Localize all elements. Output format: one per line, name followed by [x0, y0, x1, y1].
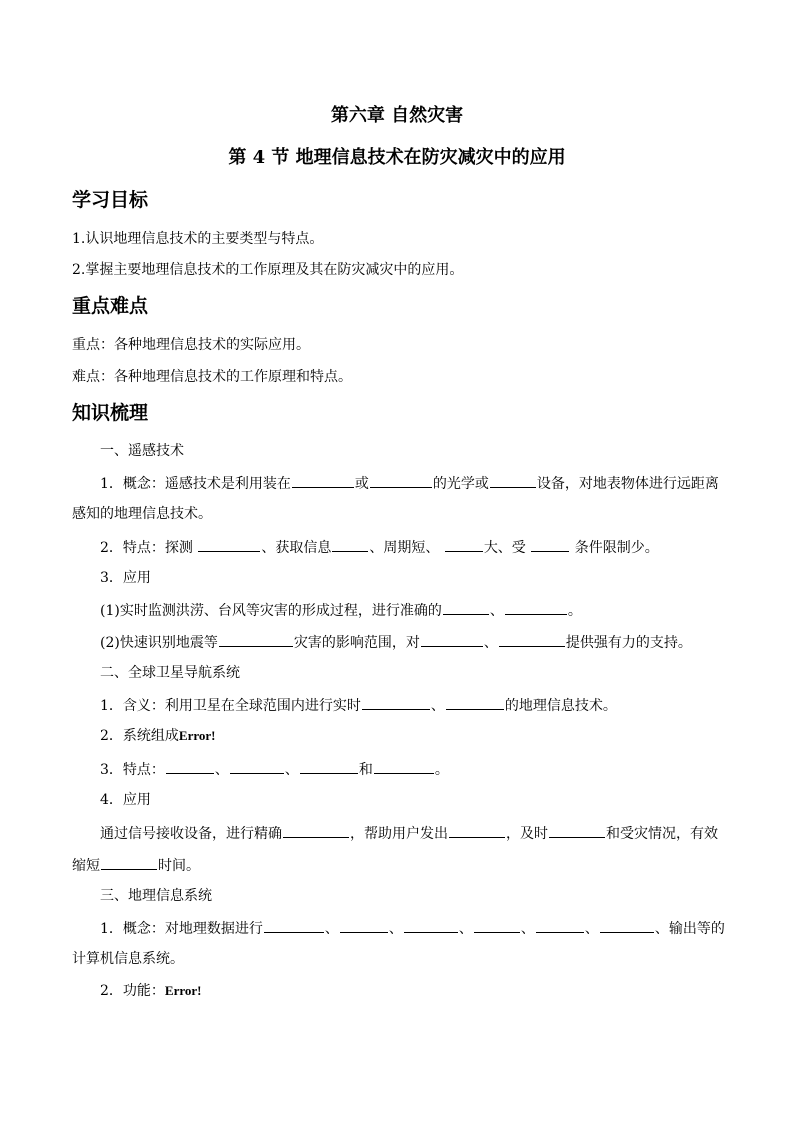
gnss-app-cont: 缩短 时间。 — [72, 854, 200, 876]
focus-line: 重点：各种地理信息技术的实际应用。 — [72, 337, 310, 353]
rs-feature-line: 2．特点：探测 、获取信息 、周期短、 大、受 条件限制少。 — [100, 536, 659, 558]
gis-title: 三、地理信息系统 — [100, 888, 212, 904]
section-title: 第 4 节 地理信息技术在防灾减灾中的应用 — [228, 147, 566, 168]
blank[interactable] — [549, 822, 605, 838]
blank[interactable] — [449, 822, 505, 838]
blank[interactable] — [445, 536, 483, 552]
key-points-heading: 重点难点 — [72, 295, 149, 317]
rs-app2-line: (2)快速识别地震等 灾害的影响范围，对 、 提供强有力的支持。 — [100, 631, 692, 653]
blank[interactable] — [404, 917, 458, 933]
gis-concept-line: 1．概念：对地理数据进行 、 、 、 、 、 、输出等的 — [100, 917, 725, 939]
blank[interactable] — [446, 694, 504, 710]
blank[interactable] — [264, 917, 324, 933]
blank[interactable] — [490, 472, 536, 488]
blank[interactable] — [443, 599, 489, 615]
blank[interactable] — [230, 758, 284, 774]
objectives-heading: 学习目标 — [72, 189, 149, 211]
blank[interactable] — [474, 917, 520, 933]
chapter-title: 第六章 自然灾害 — [330, 105, 464, 126]
error-marker: Error! — [178, 728, 216, 743]
blank[interactable] — [300, 758, 358, 774]
gnss-title: 二、全球卫星导航系统 — [100, 665, 240, 681]
blank[interactable] — [600, 917, 654, 933]
knowledge-heading: 知识梳理 — [72, 402, 149, 424]
blank[interactable] — [219, 631, 293, 647]
blank[interactable] — [421, 631, 483, 647]
blank[interactable] — [362, 694, 430, 710]
error-marker: Error! — [164, 983, 202, 998]
gnss-meaning-line: 1．含义：利用卫星在全球范围内进行实时 、 的地理信息技术。 — [100, 694, 617, 716]
gnss-composition-line: 2．系统组成Error! — [100, 728, 216, 744]
blank[interactable] — [332, 536, 368, 552]
blank[interactable] — [499, 631, 565, 647]
blank[interactable] — [340, 917, 388, 933]
gnss-app-line: 通过信号接收设备，进行精确 ，帮助用户发出 ，及时 和受灾情况，有效 — [100, 822, 718, 844]
objective-item-1: 1.认识地理信息技术的主要类型与特点。 — [72, 231, 324, 247]
blank[interactable] — [536, 917, 584, 933]
rs-concept-cont: 感知的地理信息技术。 — [72, 506, 212, 522]
blank[interactable] — [198, 536, 260, 552]
blank[interactable] — [370, 472, 432, 488]
blank[interactable] — [166, 758, 214, 774]
blank[interactable] — [531, 536, 569, 552]
gnss-app-title: 4．应用 — [100, 792, 151, 808]
difficulty-line: 难点：各种地理信息技术的工作原理和特点。 — [72, 369, 352, 385]
rs-concept-line: 1．概念：遥感技术是利用装在 或 的光学或 设备，对地表物体进行远距离 — [100, 472, 719, 494]
blank[interactable] — [101, 854, 157, 870]
gis-concept-cont: 计算机信息系统。 — [72, 951, 184, 967]
blank[interactable] — [505, 599, 567, 615]
blank[interactable] — [283, 822, 349, 838]
gis-function-line: 2．功能：Error! — [100, 983, 202, 999]
gnss-feature-line: 3．特点： 、 、 和 。 — [100, 758, 449, 780]
objective-item-2: 2.掌握主要地理信息技术的工作原理及其在防灾减灾中的应用。 — [72, 262, 464, 278]
rs-app-title: 3．应用 — [100, 570, 151, 586]
rs-app1-line: (1)实时监测洪涝、台风等灾害的形成过程，进行准确的 、 。 — [100, 599, 582, 621]
blank[interactable] — [292, 472, 354, 488]
blank[interactable] — [374, 758, 434, 774]
rs-title: 一、遥感技术 — [100, 443, 184, 459]
